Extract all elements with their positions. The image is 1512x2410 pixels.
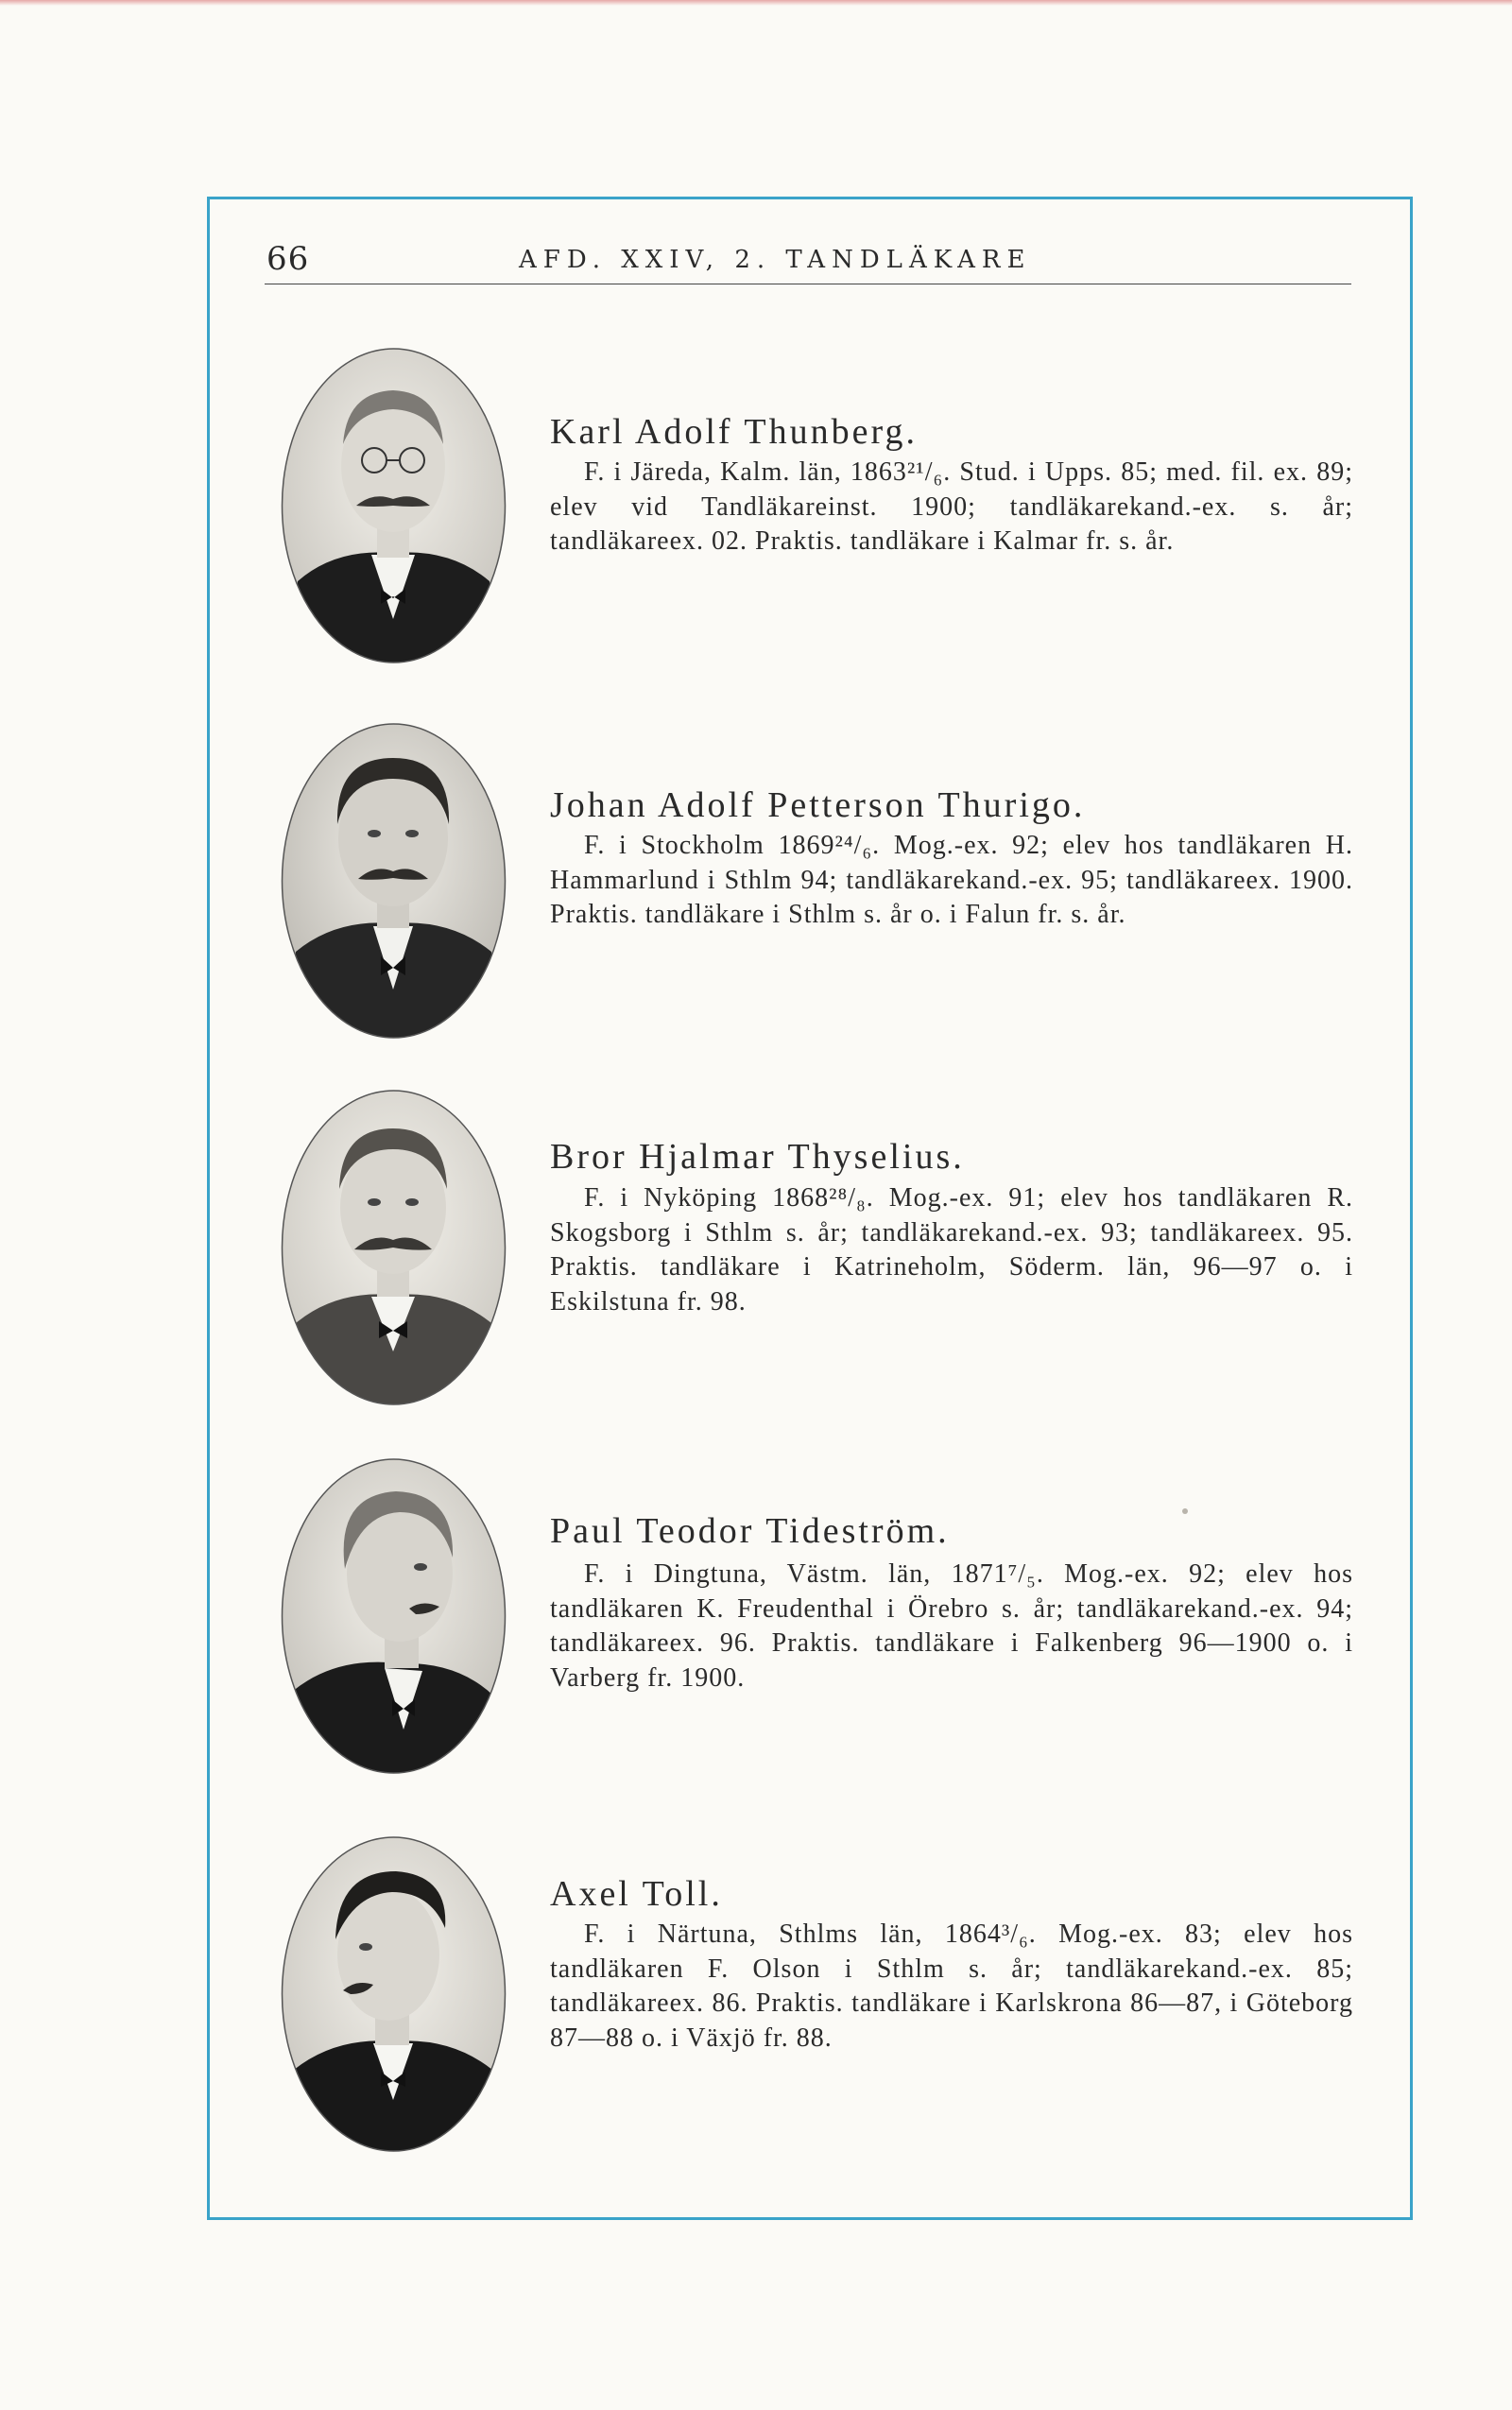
person-name: Bror Hjalmar Thyselius. (550, 1137, 965, 1177)
biography-entry (279, 1087, 1375, 1408)
biography-entry (279, 720, 1375, 1041)
portrait-photo (279, 345, 508, 666)
print-speck (1182, 1508, 1188, 1514)
biography-entry (279, 1455, 1375, 1777)
biography-entry (279, 345, 1375, 666)
page-header (265, 240, 1351, 284)
biography-text: F. i Järeda, Kalm. län, 1863²¹/₆. Stud. i Upps. 85; med. fil. ex. 89; elev vid Tandläkareinst. 1900; tandläkarekand.-ex. s. år; tandläkareex. 02. Praktis. tandläkare i Kalmar fr. s. år. (550, 457, 1353, 556)
running-head: AFD. XXIV, 2. TANDLÄKARE (519, 246, 1032, 274)
page-number: 66 (266, 240, 310, 278)
person-name: Johan Adolf Petterson Thurigo. (550, 785, 1086, 825)
biography-text: F. i Närtuna, Sthlms län, 1864³/₆. Mog.-ex. 83; elev hos tandläkaren F. Olson i Sthlm s. år; tandläkarekand.-ex. 85; tandläkareex. 86. Praktis. tandläkare i Karlskrona 86—87, i Göteborg 87—88 o. i Växjö fr. 88. (550, 1919, 1353, 2053)
biography-text: F. i Dingtuna, Västm. län, 1871⁷/₅. Mog.-ex. 92; elev hos tandläkaren K. Freudenthal i Örebro s. år; tandläkarekand.-ex. 94; tandläkareex. 96. Praktis. tandläkare i Falkenberg 96—1900 o. i Varberg fr. 1900. (550, 1559, 1353, 1693)
page-top-edge (0, 0, 1512, 6)
biography-text: F. i Nyköping 1868²⁸/₈. Mog.-ex. 91; elev hos tandläkaren R. Skogsborg i Sthlm s. år; tandläkarekand.-ex. 93; tandläkareex. 95. Praktis. tandläkare i Katrineholm, Söderm. län, 96—97 o. i Eskilstuna fr. 98. (550, 1183, 1353, 1317)
biography-text: F. i Stockholm 1869²⁴/₆. Mog.-ex. 92; elev hos tandläkaren H. Hammarlund i Sthlm 94; tandläkarekand.-ex. 95; tandläkareex. 1900. Praktis. tandläkare i Sthlm s. år o. i Falun fr. s. år. (550, 831, 1353, 929)
person-name: Paul Teodor Tideström. (550, 1511, 950, 1551)
person-name: Axel Toll. (550, 1874, 723, 1914)
portrait-photo (279, 1833, 508, 2155)
portrait-photo (279, 1455, 508, 1777)
person-name: Karl Adolf Thunberg. (550, 412, 918, 452)
portrait-photo (279, 1087, 508, 1408)
biography-entry (279, 1833, 1375, 2155)
portrait-photo (279, 720, 508, 1041)
